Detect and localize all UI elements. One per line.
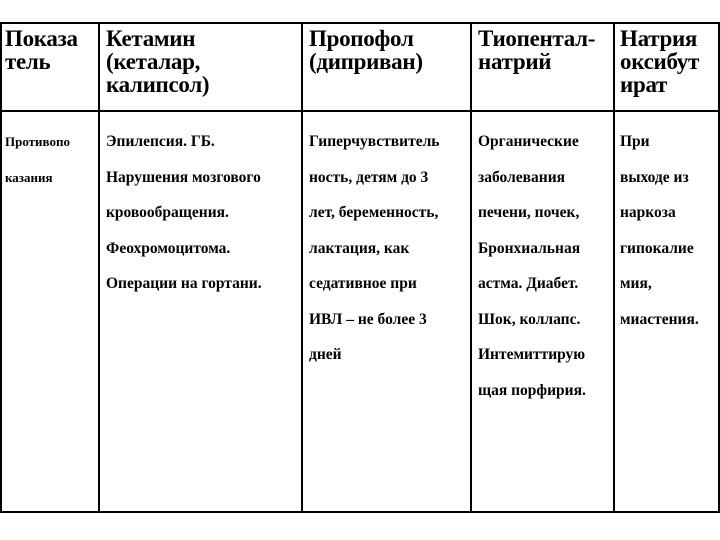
header-divider — [0, 110, 720, 112]
header-sodium-oxybutyrate: Натрия оксибут ират — [620, 26, 699, 97]
header-thiopental: Тиопентал- натрий — [478, 26, 596, 74]
column-divider — [470, 22, 472, 513]
column-divider — [613, 22, 615, 513]
cell-thiopental-contraindications: Органические заболевания печени, почек, Бронхиальная астма. Диабет. Шок, коллапс. Интемиттирую щая порфирия. — [478, 133, 586, 399]
header-ketamine: Кетамин (кеталар, калипсол) — [106, 26, 210, 97]
header-indicator: Показа тель — [5, 26, 78, 74]
row-label-contraindications: Противопо казания — [5, 134, 70, 185]
cell-ketamine-contraindications: Эпилепсия. ГБ. Нарушения мозгового кровообращения. Феохромоцитома. Операции на гортани. — [106, 133, 262, 292]
column-divider — [98, 22, 100, 513]
header-propofol: Пропофол (диприван) — [309, 26, 423, 74]
column-divider — [301, 22, 303, 513]
cell-oxybutyrate-contraindications: При выходе из наркоза гипокалие мия, миастения. — [620, 133, 699, 328]
cell-propofol-contraindications: Гиперчувствитель ность, детям до 3 лет, беременность, лактация, как седативное при ИВЛ – не более 3 дней — [309, 133, 440, 363]
